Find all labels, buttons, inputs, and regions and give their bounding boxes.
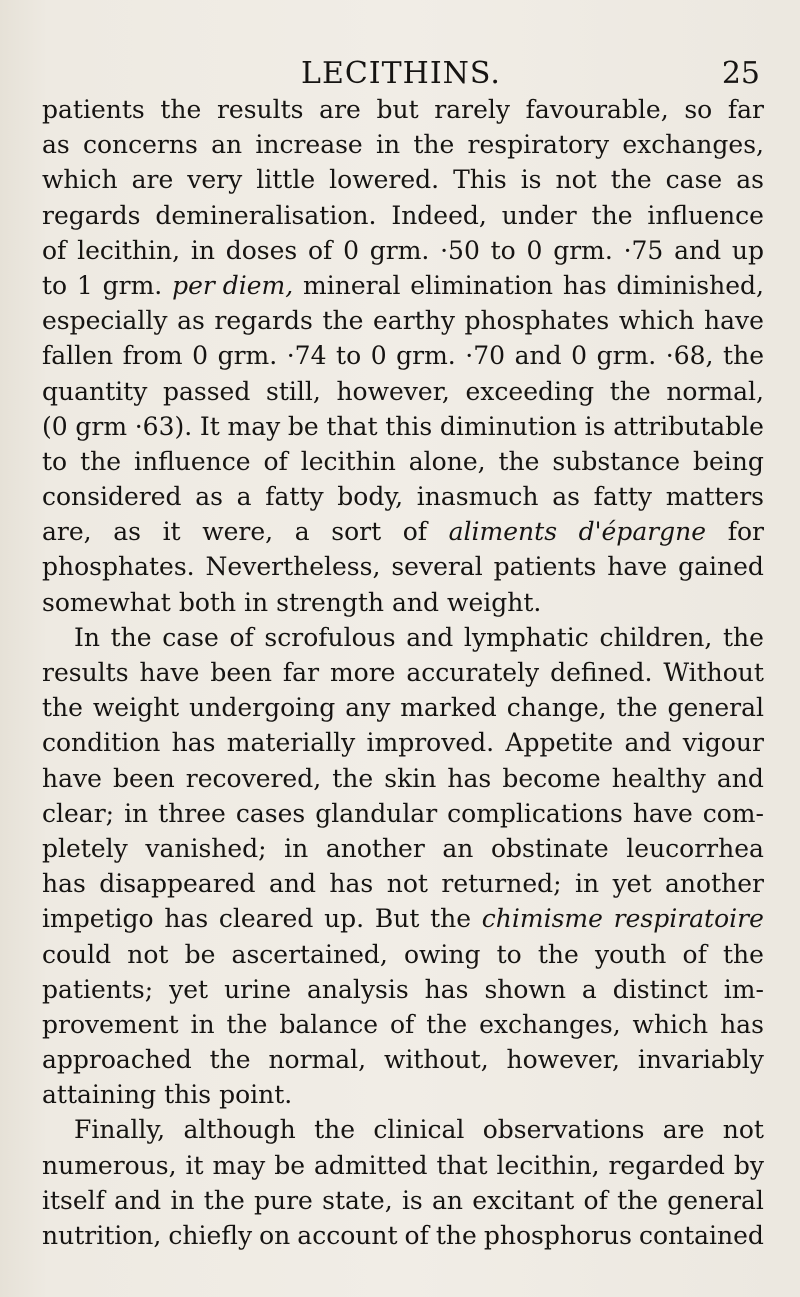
text-line: clear; in three cases glandular complications have com-	[42, 798, 764, 828]
text-line: provement in the balance of the exchanges, which has	[42, 1009, 764, 1039]
page-header	[42, 56, 760, 92]
text-line: the weight undergoing any marked change, the general	[42, 693, 764, 723]
text-line: pletely vanished; in another an obstinate leucorrhea	[42, 833, 764, 863]
body-text	[42, 92, 764, 1253]
text-line: considered as a fatty body, inasmuch as fatty matters	[42, 482, 764, 512]
text-line: numerous, it may be admitted that lecithin, regarded by	[42, 1150, 764, 1180]
text-line: as concerns an increase in the respiratory exchanges,	[42, 130, 764, 160]
text-line: somewhat both in strength and weight.	[42, 587, 542, 617]
text-line: nutrition, chiefly on account of the phosphorus contained	[42, 1221, 764, 1250]
text-line: patients; yet urine analysis has shown a distinct im-	[42, 974, 764, 1004]
text-line: has disappeared and has not returned; in yet another	[42, 869, 764, 899]
running-title: LECITHINS.	[301, 56, 501, 91]
text-line: itself and in the pure state, is an excitant of the general	[42, 1185, 764, 1215]
text-line: results have been far more accurately defined. Without	[42, 658, 764, 687]
text-line: regards demineralisation. Indeed, under the influence	[42, 200, 764, 230]
text-line: phosphates. Nevertheless, several patients have gained	[42, 552, 764, 582]
text-line: could not be ascertained, owing to the youth of the	[42, 939, 764, 969]
text-line: (0 grm ·63). It may be that this diminution is attributable	[42, 411, 764, 441]
text-line: of lecithin, in doses of 0 grm. ·50 to 0 grm. ·75 and up	[42, 235, 764, 265]
text-line: are, as it were, a sort of aliments d'épargne for	[42, 517, 764, 547]
text-line: Finally, although the clinical observations are not	[74, 1115, 764, 1145]
text-line: to 1 grm. per diem, mineral elimination has diminished,	[42, 270, 764, 300]
text-line: quantity passed still, however, exceeding the normal,	[42, 376, 764, 406]
text-line: fallen from 0 grm. ·74 to 0 grm. ·70 and 0 grm. ·68, the	[42, 341, 764, 371]
text-line: to the influence of lecithin alone, the substance being	[42, 446, 764, 476]
text-line: which are very little lowered. This is not the case as	[42, 165, 764, 195]
text-line: attaining this point.	[42, 1080, 293, 1110]
page-number: 25	[721, 56, 760, 91]
text-line: have been recovered, the skin has become healthy and	[42, 763, 764, 793]
text-line: approached the normal, without, however, invariably	[42, 1045, 764, 1075]
text-line: especially as regards the earthy phosphates which have	[42, 306, 764, 336]
text-line: condition has materially improved. Appetite and vigour	[42, 728, 764, 758]
text-line: impetigo has cleared up. But the chimisme respiratoire	[42, 904, 764, 934]
text-line: patients the results are but rarely favourable, so far	[42, 95, 764, 124]
text-line: In the case of scrofulous and lymphatic children, the	[74, 622, 764, 652]
